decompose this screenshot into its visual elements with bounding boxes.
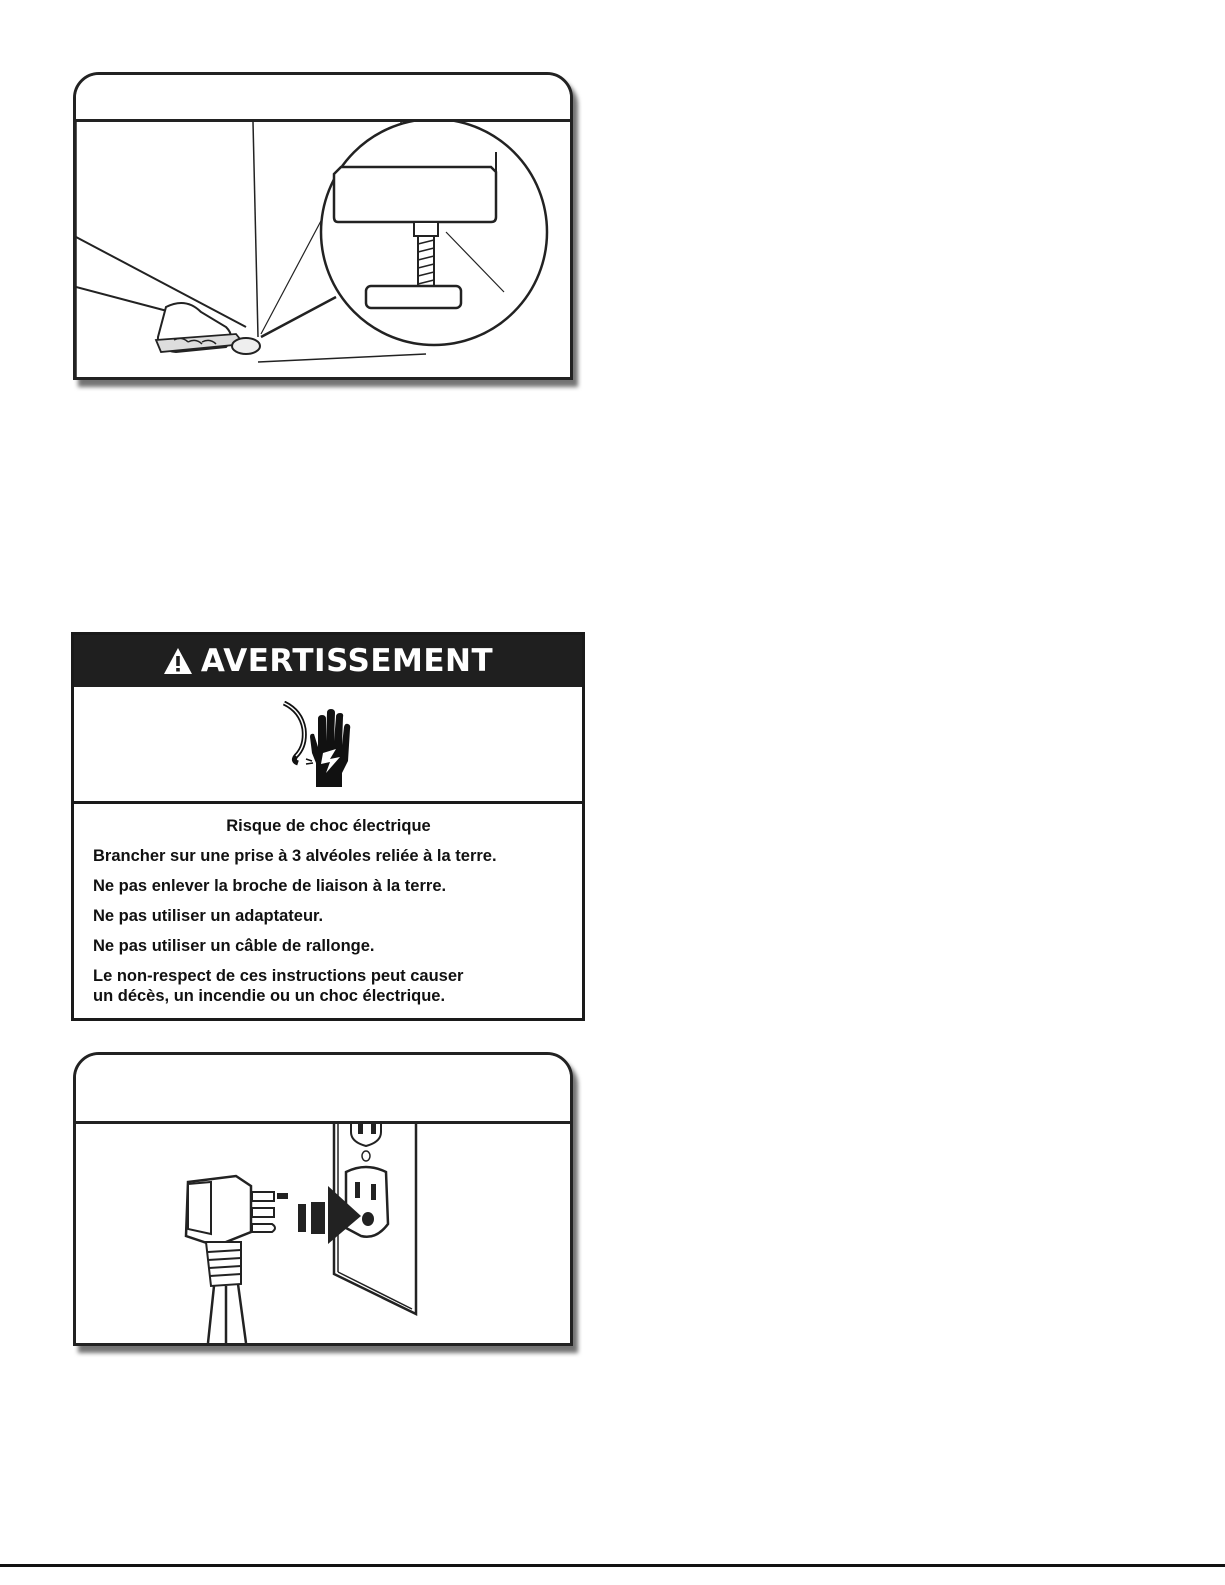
warning-line: Ne pas enlever la broche de liaison à la terre. [93, 877, 447, 895]
plug-into-outlet-illustration [76, 1124, 570, 1343]
plug-in-panel [73, 1052, 573, 1346]
warning-subtitle: Risque de choc électrique [226, 817, 431, 835]
warning-consequence [93, 966, 564, 1006]
electrical-shock-hand-icon [276, 701, 356, 791]
panel-header [76, 75, 570, 122]
warning-body [74, 804, 582, 1018]
panel-header [76, 1055, 570, 1124]
electrical-shock-warning [71, 632, 585, 1021]
leveling-foot-wrench-illustration [76, 122, 570, 377]
warning-line: Ne pas utiliser un adaptateur. [93, 907, 324, 925]
warning-line: Ne pas utiliser un câble de rallonge. [93, 937, 375, 955]
warning-consequence-line: Le non-respect de ces instructions peut causer [93, 967, 464, 985]
page-footer-rule [0, 1564, 1225, 1567]
warning-triangle-icon [163, 647, 193, 675]
warning-pictogram-area [74, 687, 582, 804]
warning-line: Brancher sur une prise à 3 alvéoles reliée à la terre. [93, 847, 497, 865]
leveling-leg-panel [73, 72, 573, 380]
warning-header [74, 635, 582, 687]
warning-title: AVERTISSEMENT [200, 643, 494, 679]
warning-consequence-line: un décès, un incendie ou un choc électrique. [93, 987, 446, 1005]
